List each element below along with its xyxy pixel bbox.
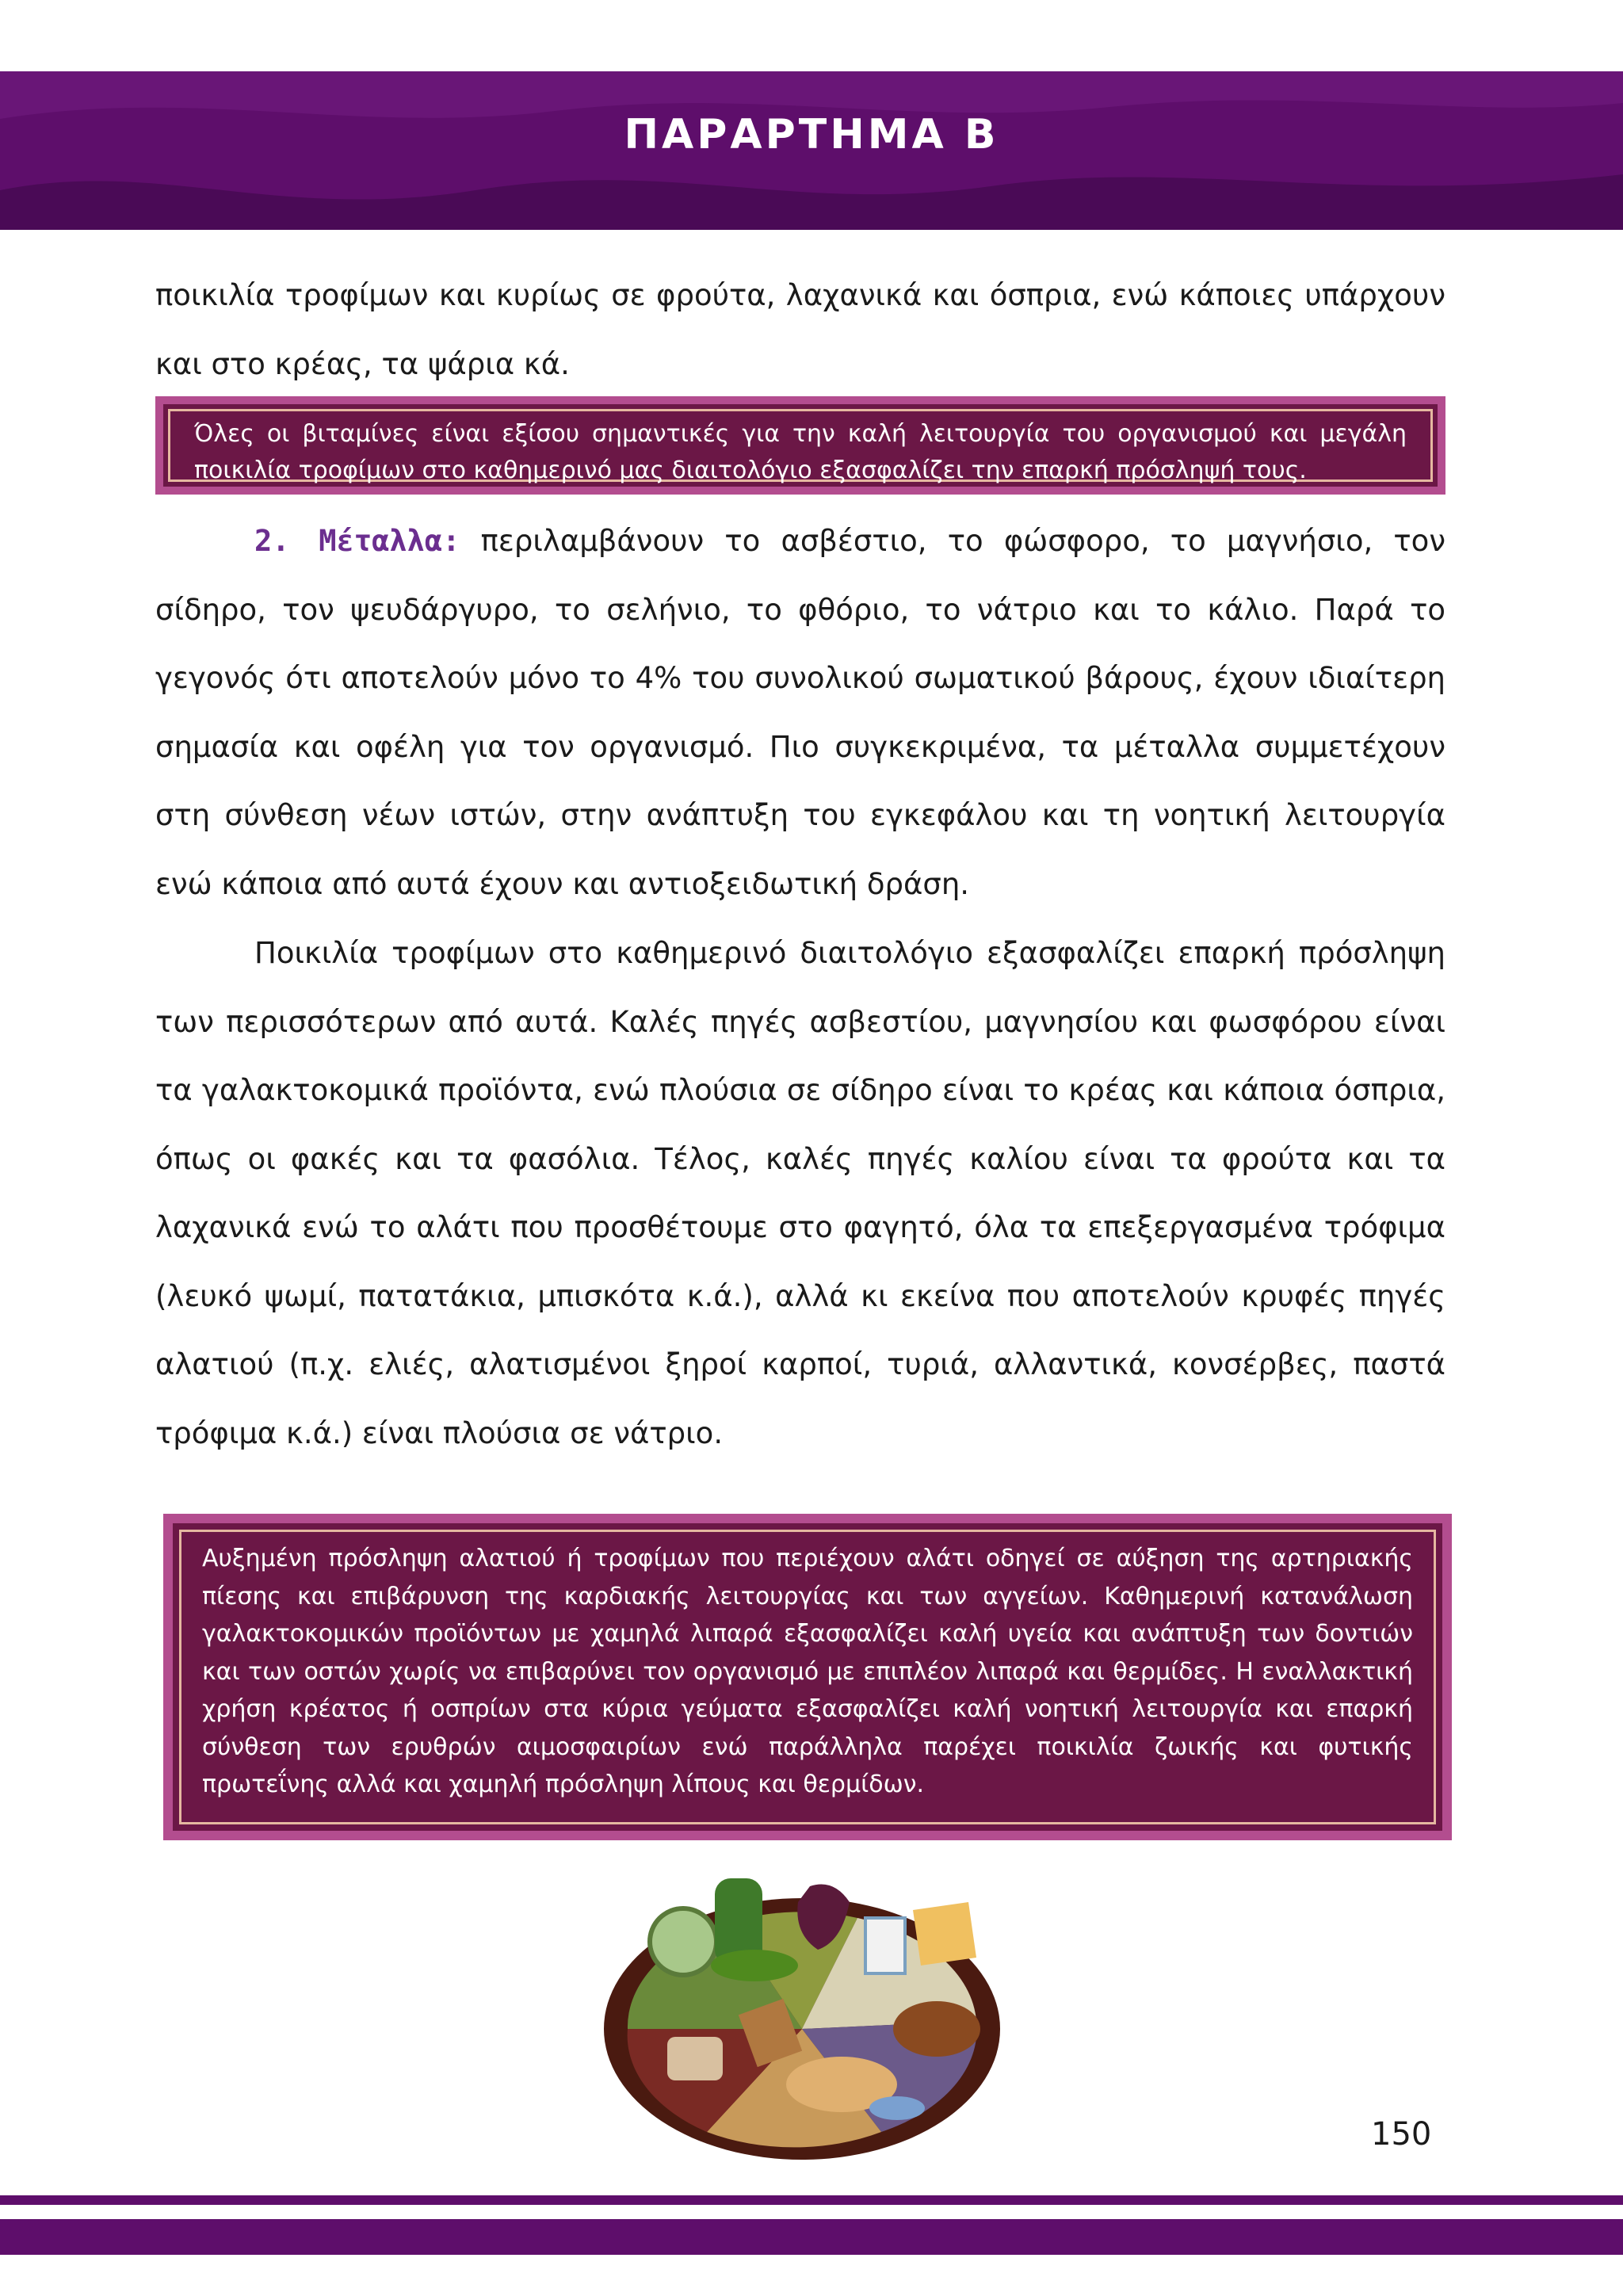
paragraph-minerals <box>155 507 1445 919</box>
paragraph-vitamins-end: ποικιλία τροφίμων και κυρίως σε φρούτα, λαχανικά και όσπρια, ενώ κάποιες υπάρχουν και στο κρέας, τα ψάρια κά. <box>155 278 1445 381</box>
food-plate-illustration <box>596 1847 1008 2164</box>
callout-vitamins <box>155 396 1445 495</box>
minerals-text: περιλαμβάνουν το ασβέστιο, το φώσφορο, το μαγνήσιο, τον σίδηρο, τον ψευδάργυρο, το σελήνιο, το φθόριο, το νάτριο και το κάλιο. Παρά το γεγονός ότι αποτελούν μόνο το 4% του συνολικού σωματικού βάρους, έχουν ιδιαίτερη σημασία και οφέλη για τον οργανισμό. Πιο συγκεκριμένα, τα μέταλλα συμμετέχουν στη σύνθεση νέων ιστών, στην ανάπτυξη του εγκεφάλου και τη νοητική λειτουργία ενώ κάποια από αυτά έχουν και αντιοξειδωτική δράση. <box>155 524 1445 901</box>
page-title: ΠΑΡΑΡΤΗΜΑ Β <box>624 111 999 159</box>
section-label-minerals: 2. Μέταλλα: <box>254 524 460 558</box>
page-number: 150 <box>1371 2116 1432 2153</box>
callout-vitamins-text: Όλες οι βιταμίνες είναι εξίσου σημαντικές για την καλή λειτουργία του οργανισμού και μεγάλη ποικιλία τροφίμων στο καθημερινό μας διαιτολόγιο εξασφαλίζει την επαρκή πρόσληψή τους. <box>168 409 1433 482</box>
footer-rule <box>0 2195 1623 2205</box>
callout-salt-dairy-text: Αυξημένη πρόσληψη αλατιού ή τροφίμων που περιέχουν αλάτι οδηγεί σε αύξηση της αρτηριακής πίεσης και επιβάρυνση της καρδιακής λειτουργίας και των αγγείων. Καθημερινή κατανάλωση γαλακτοκομικών προϊόντων με χαμηλά λιπαρά εξασφαλίζει καλή υγεία και ανάπτυξη των δοντιών και των οστών χωρίς να επιβαρύνει τον οργανισμό με επιπλέον λιπαρά και θερμίδες. Η εναλλακτική χρήση κρέατος ή οσπρίων στα κύρια γεύματα εξασφαλίζει καλή νοητική λειτουργία και επαρκή σύνθεση των ερυθρών αιμοσφαιρίων ενώ παράλληλα παρέχει ποικιλία ζωικής και φυτικής πρωτεΐνης αλλά και χαμηλή πρόσληψη λίπους και θερμίδων. <box>179 1530 1436 1824</box>
footer-band <box>0 2219 1623 2255</box>
callout-salt-dairy <box>163 1514 1452 1840</box>
paragraph-mineral-sources: Ποικιλία τροφίμων στο καθημερινό διαιτολόγιο εξασφαλίζει επαρκή πρόσληψη των περισσότερων από αυτά. Καλές πηγές ασβεστίου, μαγνησίου και φωσφόρου είναι τα γαλακτοκομικά προϊόντα, ενώ πλούσια σε σίδηρο είναι το κρέας και κάποια όσπρια, όπως οι φακές και τα φασόλια. Τέλος, καλές πηγές καλίου είναι τα φρούτα και τα λαχανικά ενώ το αλάτι που προσθέτουμε στο φαγητό, όλα τα επεξεργασμένα τρόφιμα (λευκό ψωμί, πατατάκια, μπισκότα κ.ά.), αλλά κι εκείνα που αποτελούν κρυφές πηγές αλατιού (π.χ. ελιές, αλατισμένοι ξηροί καρποί, τυριά, αλλαντικά, κονσέρβες, παστά τρόφιμα κ.ά.) είναι πλούσια σε νάτριο. <box>155 936 1445 1450</box>
